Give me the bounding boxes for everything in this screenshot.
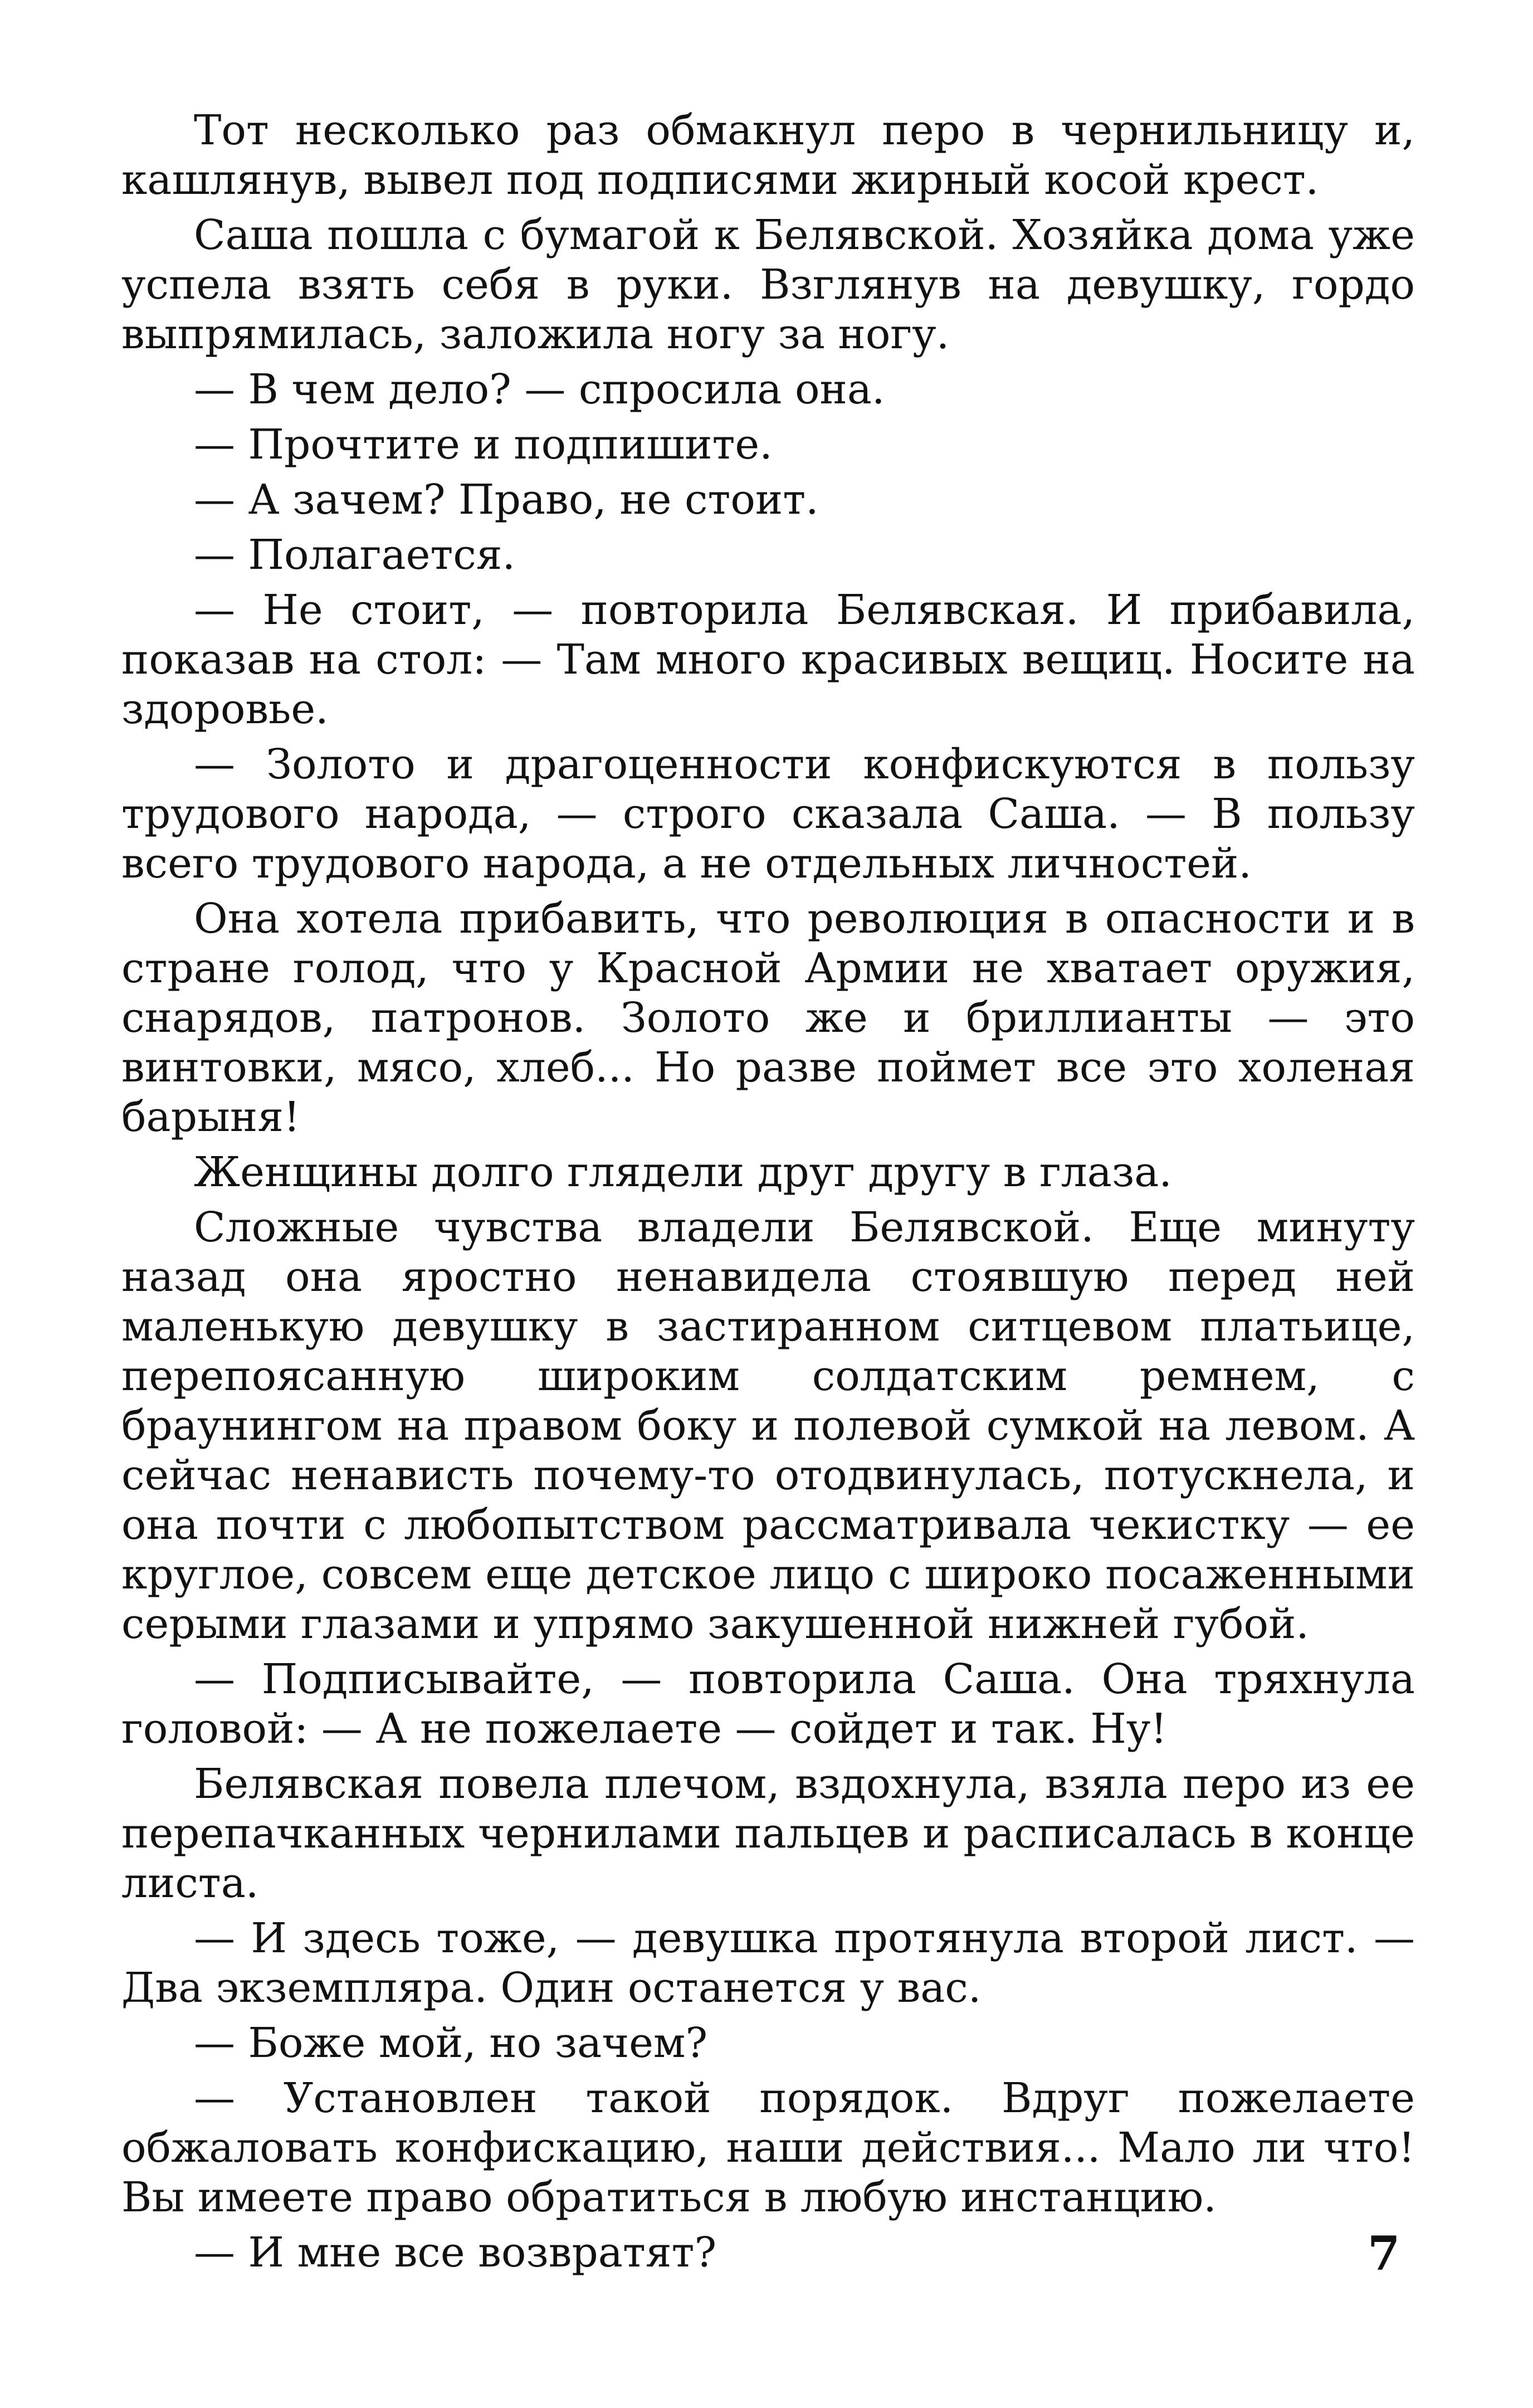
paragraph: — А зачем? Право, не стоит. (194, 476, 819, 524)
page-number: 7 (1368, 2226, 1400, 2281)
paragraph: — Золото и драгоценности конфискуются в пользу трудового народа, — строго сказала Саша. — В пользу всего трудового народа, а не отдельных личностей. (121, 740, 1415, 888)
paragraph: — Не стоит, — повторила Белявская. И прибавила, показав на стол: — Там много красивых вещиц. Носите на здоровье. (121, 586, 1415, 733)
paragraph: Она хотела прибавить, что революция в опасности и в стране голод, что у Красной Армии не хватает оружия, снарядов, патронов. Золото же и бриллианты — это винтовки, мясо, хлеб... Но разве поймет все это холеная барыня! (121, 895, 1415, 1141)
paragraph: — И мне все возвратят? (194, 2229, 717, 2277)
paragraph: Женщины долго глядели друг другу в глаза. (194, 1148, 1172, 1196)
paragraph: — Подписывайте, — повторила Саша. Она тряхнула головой: — А не пожелаете — сойдет и так. Ну! (121, 1655, 1415, 1753)
paragraph: Белявская повела плечом, вздохнула, взяла перо из ее перепачканных чернилами пальцев и расписалась в конце листа. (121, 1760, 1415, 1907)
paragraph: — Полагается. (194, 531, 516, 579)
paragraph: — Прочтите и подпишите. (194, 421, 773, 469)
paragraph: — В чем дело? — спросила она. (194, 365, 885, 413)
paragraph: — Установлен такой порядок. Вдруг пожелаете обжаловать конфискацию, наши действия... Мало ли что! Вы имеете право обратиться в любую инстанцию. (121, 2074, 1415, 2221)
paragraph: — И здесь тоже, — девушка протянула второй лист. — Два экземпляра. Один останется у вас. (121, 1914, 1415, 2012)
body-text (121, 106, 1415, 2283)
paragraph: Сложные чувства владели Белявской. Еще минуту назад она яростно ненавидела стоявшую перед ней маленькую девушку в застиранном ситцевом платьице, перепоясанную широким солдатским ремнем, с браунингом на правом боку и полевой сумкой на левом. А сейчас ненависть почему-то отодвинулась, потускнела, и она почти с любопытством рассматривала чекистку — ее круглое, совсем еще детское лицо с широко посаженными серыми глазами и упрямо закушенной нижней губой. (121, 1203, 1415, 1648)
paragraph: — Боже мой, но зачем? (194, 2019, 708, 2067)
paragraph: Саша пошла с бумагой к Белявской. Хозяйка дома уже успела взять себя в руки. Взглянув на девушку, гордо выпрямилась, заложила ногу за ногу. (121, 211, 1415, 358)
paragraph: Тот несколько раз обмакнул перо в чернильницу и, кашлянув, вывел под подписями жирный косой крест. (121, 106, 1415, 204)
